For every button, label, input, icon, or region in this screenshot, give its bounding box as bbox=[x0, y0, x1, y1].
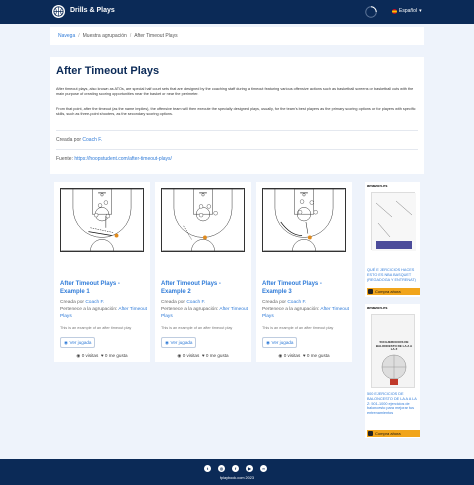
ad-product-image[interactable] bbox=[371, 192, 415, 250]
play-title-link[interactable]: After Timeout Plays - Example 2 bbox=[161, 281, 221, 295]
play-diagram[interactable] bbox=[60, 188, 144, 252]
view-play-button[interactable] bbox=[161, 337, 196, 348]
play-diagram[interactable] bbox=[262, 188, 346, 252]
play-stats bbox=[57, 353, 147, 359]
views-count: 0 visitas bbox=[182, 353, 200, 358]
views-count: 0 visitas bbox=[81, 353, 99, 358]
chevron-down-icon: ▾ bbox=[419, 8, 422, 14]
view-play-button[interactable] bbox=[60, 337, 95, 348]
play-card bbox=[256, 182, 352, 362]
source-label: Fuente: bbox=[56, 156, 73, 162]
buy-now-button[interactable] bbox=[367, 288, 420, 295]
breadcrumb-item-navega[interactable]: Navega bbox=[58, 33, 76, 39]
breadcrumb bbox=[50, 27, 424, 45]
divider bbox=[56, 130, 418, 131]
play-note: This is an example of an after timeout play bbox=[60, 326, 132, 330]
link-icon[interactable]: ∞ bbox=[260, 465, 267, 472]
amazon-ad bbox=[365, 182, 420, 297]
author-link[interactable]: Coach F. bbox=[82, 137, 103, 143]
amazon-logo: amazon.es bbox=[367, 183, 388, 188]
youtube-icon[interactable]: ▶ bbox=[247, 466, 252, 471]
heart-icon[interactable]: ♥ bbox=[201, 353, 205, 358]
eye-icon: ◉ bbox=[177, 353, 182, 358]
play-note: This is an example of an after timeout play bbox=[161, 326, 233, 330]
group-label: Pertenece a la agrupación: bbox=[262, 307, 320, 312]
description-paragraph-2: From that point, after the timeout (as the name implies), the offensive team will then execute the specially designed plays, usually, for the team's best players as the primary scoring options or for players with specific skills, such as three-point shooters, as the secondary scoring options. bbox=[56, 107, 416, 117]
buy-now-button[interactable] bbox=[367, 430, 420, 437]
likes-count: 0 me gusta bbox=[205, 353, 229, 358]
heart-icon[interactable]: ♥ bbox=[100, 353, 104, 358]
created-by-line bbox=[56, 137, 102, 143]
breadcrumb-item-current: After Timeout Plays bbox=[134, 33, 178, 39]
play-meta bbox=[262, 299, 350, 320]
view-play-label: Ver jugada bbox=[170, 340, 193, 345]
description-paragraph-1: After timeout plays, also known as ATOs, are special half court sets that are designed by the coaching staff during a timeout featuring various offensive actions such as basketball screens or basketball cuts with the main purpose of creating scoring opportunities near the basket or near the perimeter. bbox=[56, 87, 414, 97]
eye-icon: ◉ bbox=[76, 353, 81, 358]
author-link[interactable]: Coach F. bbox=[85, 300, 105, 305]
amazon-logo: amazon.es bbox=[367, 305, 388, 310]
play-stats bbox=[158, 353, 248, 359]
views-count: 0 visitas bbox=[283, 353, 301, 358]
ad-product-title[interactable]: 500 EJERCICIOS DE BALONCESTO DE LA A A LA Z: 501-1000 ejercicios de baloncesto para mejorar tus entrenamientos bbox=[367, 392, 417, 416]
divider bbox=[56, 149, 418, 150]
play-card bbox=[155, 182, 251, 362]
eye-icon: ◉ bbox=[278, 353, 283, 358]
source-link[interactable]: https://hoopstudent.com/after-timeout-plays/ bbox=[74, 156, 172, 162]
group-description-card bbox=[50, 57, 424, 174]
play-card bbox=[54, 182, 150, 362]
facebook-icon[interactable]: f bbox=[232, 465, 239, 472]
footer bbox=[0, 459, 474, 485]
eye-icon: ◉ bbox=[165, 339, 170, 345]
author-link[interactable]: Coach F. bbox=[186, 300, 206, 305]
created-by-label: Creada por bbox=[161, 300, 185, 305]
basketball-logo-icon[interactable] bbox=[52, 5, 65, 18]
play-title-link[interactable]: After Timeout Plays - Example 3 bbox=[262, 281, 322, 295]
play-diagram[interactable] bbox=[161, 188, 245, 252]
book-cover-title: 500 EJERCICIOS DE BALONCESTO DE LA A A LA Z bbox=[375, 340, 413, 352]
spain-flag-icon bbox=[392, 9, 397, 14]
buy-now-label: Compra ahora bbox=[375, 289, 401, 294]
heart-icon[interactable]: ♥ bbox=[302, 353, 306, 358]
author-link[interactable]: Coach F. bbox=[287, 300, 307, 305]
twitter-icon[interactable]: t bbox=[204, 465, 211, 472]
view-play-button[interactable] bbox=[262, 337, 297, 348]
group-link[interactable]: After Timeout Plays bbox=[161, 307, 248, 319]
breadcrumb-separator: / bbox=[78, 33, 80, 39]
created-by-label: Creada por bbox=[56, 137, 82, 143]
likes-count: 0 me gusta bbox=[104, 353, 128, 358]
play-title-link[interactable]: After Timeout Plays - Example 1 bbox=[60, 281, 120, 295]
view-play-label: Ver jugada bbox=[69, 340, 92, 345]
group-link[interactable]: After Timeout Plays bbox=[60, 307, 147, 319]
eye-icon: ◉ bbox=[266, 339, 271, 345]
play-note: This is an example of an after timeout play bbox=[262, 326, 334, 330]
instagram-icon[interactable]: ◎ bbox=[219, 466, 224, 471]
likes-count: 0 me gusta bbox=[306, 353, 330, 358]
progress-ring-icon[interactable] bbox=[364, 5, 378, 19]
cart-icon bbox=[368, 431, 373, 436]
breadcrumb-separator: / bbox=[129, 33, 132, 39]
view-play-label: Ver jugada bbox=[271, 340, 294, 345]
copyright: fplaybook.com 2023 bbox=[220, 476, 254, 480]
group-label: Pertenece a la agrupación: bbox=[60, 307, 118, 312]
buy-now-label: Compra ahora bbox=[375, 431, 401, 436]
created-by-label: Creada por bbox=[60, 300, 84, 305]
language-selector[interactable] bbox=[392, 8, 422, 14]
eye-icon: ◉ bbox=[64, 339, 69, 345]
group-link[interactable]: After Timeout Plays bbox=[262, 307, 349, 319]
created-by-label: Creada por bbox=[262, 300, 286, 305]
cart-icon bbox=[368, 289, 373, 294]
play-stats bbox=[259, 353, 349, 359]
breadcrumb-item-group[interactable]: Muestra agrupación bbox=[82, 33, 127, 39]
source-line bbox=[56, 156, 172, 162]
play-meta bbox=[161, 299, 249, 320]
social-links bbox=[204, 465, 267, 472]
amazon-ad bbox=[365, 304, 420, 438]
ad-product-image[interactable] bbox=[371, 314, 415, 388]
language-label: Español bbox=[399, 8, 418, 14]
brand-name[interactable]: Drills & Plays bbox=[70, 7, 115, 14]
page-title: After Timeout Plays bbox=[56, 65, 160, 77]
group-label: Pertenece a la agrupación: bbox=[161, 307, 219, 312]
ad-product-title[interactable]: QUÉ E JERCICIOS HACES ESTO ES NBA BASQUET (REGADOGA Y ENTRENAT) bbox=[367, 268, 416, 282]
top-navbar bbox=[0, 0, 474, 24]
play-meta bbox=[60, 299, 148, 320]
